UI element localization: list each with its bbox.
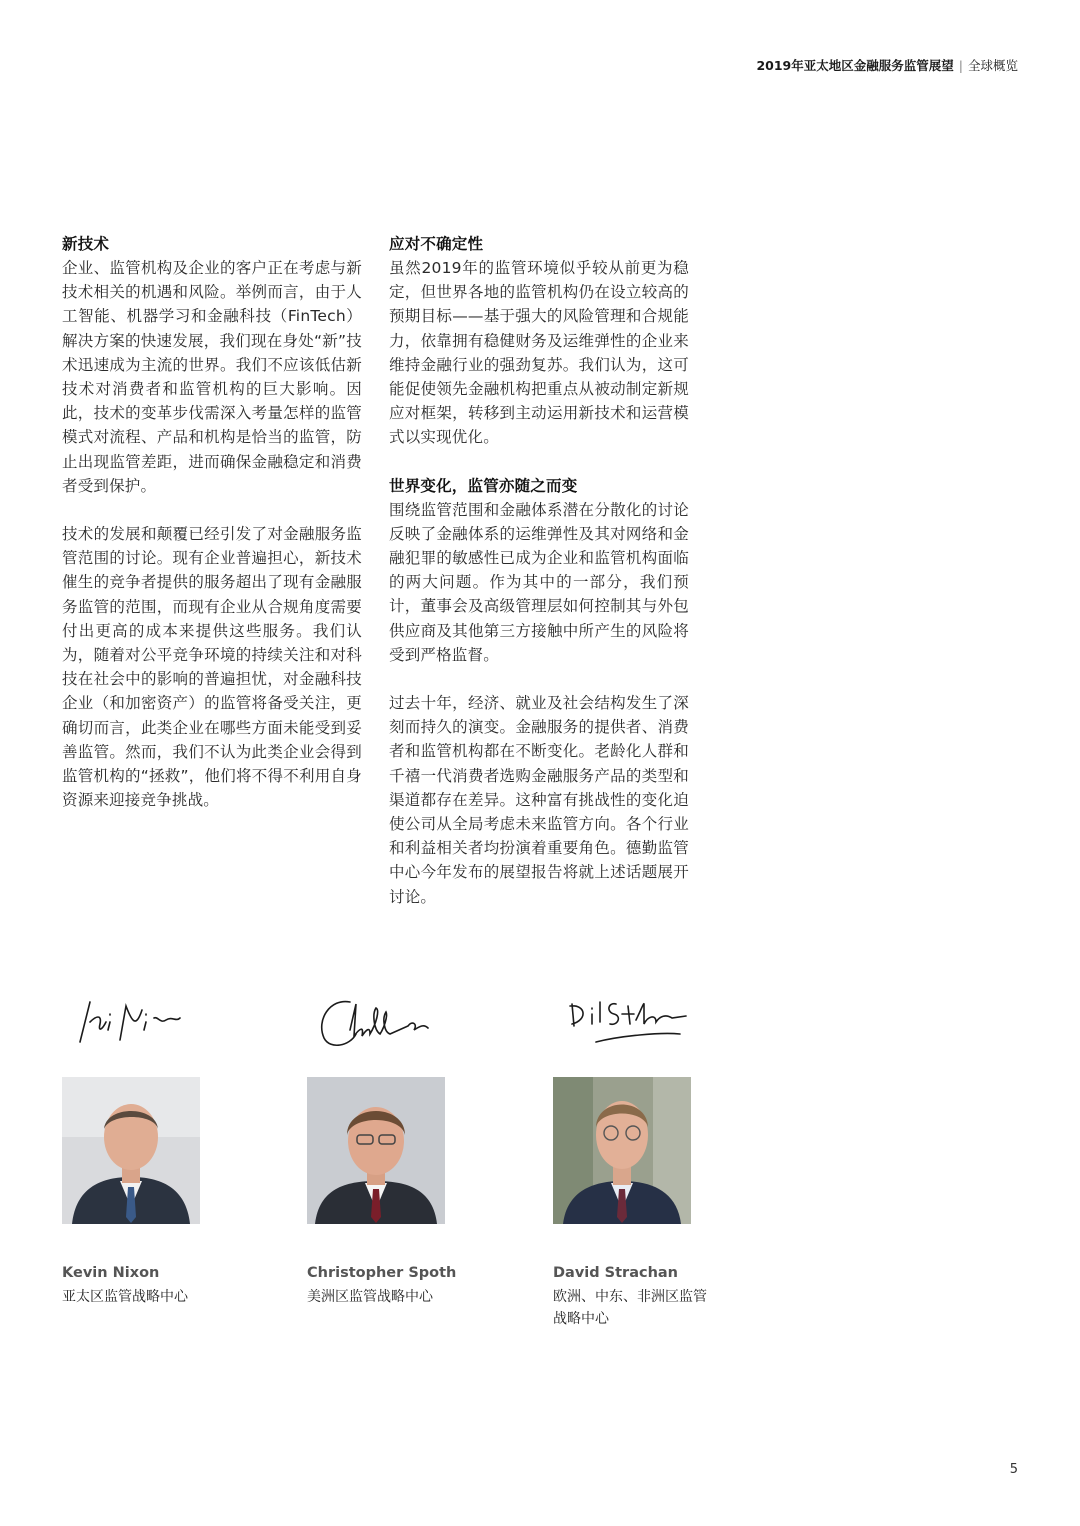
paragraph: 企业、监管机构及企业的客户正在考虑与新技术相关的机遇和风险。举例而言，由于人工智能、机器学习和金融科技（FinTech）解决方案的快速发展，我们现在身处“新”技术迅速成为主流的世界。我们不应该低估新技术对消费者和监管机构的巨大影响。因此，技术的变革步伐需深入考量怎样的监管模式对流程、产品和机构是恰当的监管，防止出现监管差距，进而确保金融稳定和消费者受到保护。	[62, 259, 362, 495]
person-name: Kevin Nixon	[62, 1265, 160, 1281]
report-title: 2019年亚太地区金融服务监管展望	[756, 58, 954, 73]
running-header	[756, 56, 1018, 74]
person-role: 亚太区监管战略中心	[62, 1289, 188, 1305]
left-column	[62, 232, 362, 812]
paragraph: 过去十年，经济、就业及社会结构发生了深刻而持久的演变。金融服务的提供者、消费者和监管机构都在不断变化。老龄化人群和千禧一代消费者选购金融服务产品的类型和渠道都存在差异。这种富有挑战性的变化迫使公司从全局考虑未来监管方向。各个行业和利益相关者均扮演着重要角色。德勤监管中心今年发布的展望报告将就上述话题展开讨论。	[389, 694, 689, 906]
signature-david-strachan	[560, 990, 720, 1060]
heading-new-technology: 新技术	[62, 235, 110, 253]
person-name: Christopher Spoth	[307, 1265, 457, 1281]
right-column	[389, 232, 689, 909]
signature-kevin-nixon	[62, 992, 222, 1062]
header-separator: |	[958, 58, 963, 73]
paragraph: 围绕监管范围和金融体系潜在分散化的讨论反映了金融体系的运维弹性及其对网络和金融犯罪的敏感性已成为企业和监管机构面临的两大问题。作为其中的一部分，我们预计，董事会及高级管理层如何控制其与外包供应商及其他第三方接触中所产生的风险将受到严格监督。	[389, 500, 689, 664]
person-role: 欧洲、中东、非洲区监管战略中心	[553, 1289, 707, 1327]
paragraph: 虽然2019年的监管环境似乎较从前更为稳定，但世界各地的监管机构仍在设立较高的预期目标——基于强大的风险管理和合规能力，依靠拥有稳健财务及运维弹性的企业来维持金融行业的强劲复苏。我们认为，这可能促使领先金融机构把重点从被动制定新规应对框架，转移到主动运用新技术和运营模式以实现优化。	[389, 259, 689, 447]
section-name: 全球概览	[967, 58, 1018, 73]
signature-christopher-spoth	[310, 990, 470, 1060]
person-role: 美洲区监管战略中心	[307, 1289, 433, 1305]
paragraph: 技术的发展和颠覆已经引发了对金融服务监管范围的讨论。现有企业普遍担心，新技术催生的竞争者提供的服务超出了现有金融服务监管的范围，而现有企业从合规角度需要付出更高的成本来提供这些服务。我们认为，随着对公平竞争环境的持续关注和对科技在社会中的影响的普遍担忧，对金融科技企业（和加密资产）的监管将备受关注，更确切而言，此类企业在哪些方面未能受到妥善监管。然而，我们不认为此类企业会得到监管机构的“拯救”，他们将不得不利用自身资源来迎接竞争挑战。	[62, 525, 362, 810]
photo-christopher-spoth	[307, 1077, 445, 1224]
photo-kevin-nixon	[62, 1077, 200, 1224]
heading-uncertainty: 应对不确定性	[389, 235, 484, 253]
page-number: 5	[1009, 1462, 1018, 1477]
heading-world-change: 世界变化，监管亦随之而变	[389, 476, 578, 495]
photo-david-strachan	[553, 1077, 691, 1224]
person-name: David Strachan	[553, 1265, 679, 1281]
